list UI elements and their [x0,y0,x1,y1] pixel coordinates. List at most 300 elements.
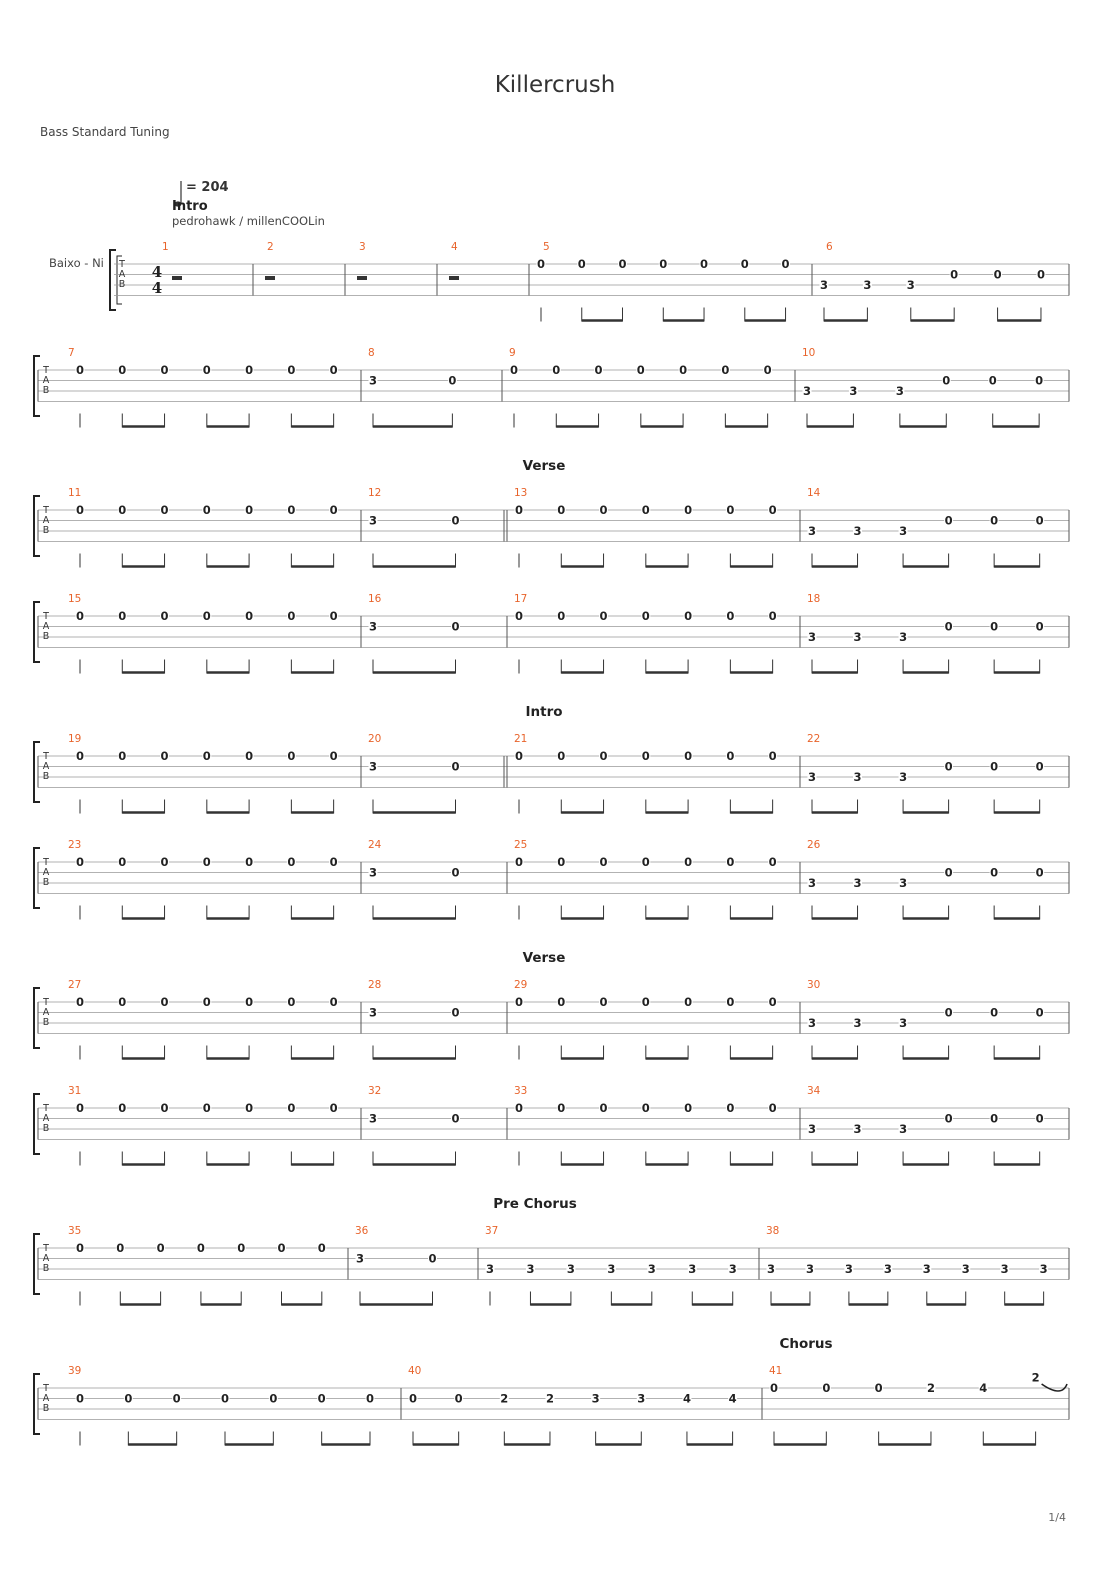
tab-clef-letter: T [43,751,49,762]
fret-number: 3 [728,1262,737,1276]
fret-number: 0 [245,995,254,1009]
measure-number: 32 [368,1085,382,1097]
fret-number: 0 [990,619,999,634]
fret-number: 0 [557,503,566,517]
measure-number: 28 [368,979,382,991]
fret-number: 0 [684,749,693,763]
measure-number: 40 [408,1365,422,1377]
fret-number: 0 [329,1101,338,1115]
fret-number: 0 [942,373,951,388]
tab-clef-letter: T [43,857,49,868]
section-label: Pre Chorus [493,1196,577,1212]
fret-number: 0 [514,749,524,763]
fret-number: 0 [599,503,608,517]
fret-number: 3 [849,384,858,398]
fret-number: 0 [118,363,127,377]
fret-number: 0 [763,363,772,377]
fret-number: 0 [944,619,953,634]
fret-number: 0 [599,609,608,623]
fret-number: 0 [874,1381,883,1395]
fret-number: 0 [245,749,254,763]
fret-number: 0 [451,513,460,528]
system-brace [34,848,40,908]
fret-number: 0 [726,503,735,517]
fret-number: 0 [557,609,566,623]
fret-number: 3 [899,1016,908,1030]
fret-number: 3 [368,759,378,774]
fret-number: 3 [688,1262,697,1276]
fret-number: 0 [641,995,650,1009]
fret-number: 4 [728,1391,737,1406]
system-brace [34,356,40,416]
fret-number: 0 [75,855,85,869]
fret-number: 3 [906,278,915,292]
tab-clef-letter: T [43,997,49,1008]
fret-number: 0 [329,995,338,1009]
fret-number: 3 [637,1391,646,1406]
fret-number: 0 [287,1101,296,1115]
fret-number: 0 [1035,759,1044,774]
fret-number: 0 [1035,619,1044,634]
fret-number: 0 [944,513,953,528]
fret-number: 0 [329,503,338,517]
system-brace [34,1094,40,1154]
fret-number: 0 [990,865,999,880]
tab-clef-letter: A [118,269,126,280]
fret-number: 0 [451,1005,460,1020]
fret-number: 3 [961,1262,970,1276]
fret-number: 3 [853,876,862,890]
fret-number: 0 [636,363,645,377]
fret-number: 3 [647,1262,656,1276]
tab-clef-letter: B [118,279,126,290]
fret-number: 0 [557,855,566,869]
fret-number: 0 [641,609,650,623]
fret-number: 3 [368,513,378,528]
measure-number: 12 [368,487,382,499]
fret-number: 0 [287,503,296,517]
fret-number: 3 [883,1262,892,1276]
fret-number: 0 [577,257,586,271]
fret-number: 0 [684,1101,693,1115]
fret-number: 3 [899,524,908,538]
measure-number: 24 [368,839,382,851]
fret-number: 0 [118,855,127,869]
fret-number: 0 [75,749,85,763]
fret-number: 0 [454,1391,463,1406]
tab-clef-letter: T [43,365,49,376]
fret-number: 3 [853,1016,862,1030]
fret-number: 0 [599,855,608,869]
system-brace [34,1374,40,1434]
fret-number: 0 [679,363,688,377]
measure-number: 25 [514,839,528,851]
fret-number: 0 [160,609,169,623]
fret-number: 0 [202,363,211,377]
fret-number: 0 [557,1101,566,1115]
fret-number: 0 [408,1391,418,1406]
fret-number: 0 [245,1101,254,1115]
fret-number: 0 [990,1005,999,1020]
system-brace [34,496,40,556]
fret-number: 3 [802,384,812,398]
fret-number: 0 [726,609,735,623]
fret-number: 0 [202,1101,211,1115]
fret-number: 0 [75,609,85,623]
fret-number: 0 [990,1111,999,1126]
fret-number: 0 [514,503,524,517]
fret-number: 0 [118,503,127,517]
tab-clef-letter: T [43,1383,49,1394]
fret-number: 0 [944,1005,953,1020]
fret-number: 0 [317,1391,326,1406]
whole-rest-icon [357,276,367,280]
fret-number: 0 [641,503,650,517]
credits: pedrohawk / millenCOOLin [172,214,325,228]
tab-clef-letter: B [42,631,50,642]
measure-number: 33 [514,1085,528,1097]
measure-number: 5 [543,241,550,253]
fret-number: 3 [566,1262,575,1276]
measure-number: 14 [807,487,821,499]
measure-number: 38 [766,1225,780,1237]
fret-number: 0 [768,855,777,869]
fret-number: 3 [863,278,872,292]
fret-number: 0 [1035,865,1044,880]
tab-clef-letter: A [42,761,50,772]
fret-number: 0 [944,865,953,880]
tab-clef-letter: A [42,1393,50,1404]
fret-number: 0 [944,1111,953,1126]
measure-number: 15 [68,593,82,605]
fret-number: 0 [659,257,668,271]
fret-number: 0 [990,759,999,774]
system-brace [34,742,40,802]
fret-number: 0 [451,865,460,880]
fret-number: 0 [509,363,519,377]
fret-number: 0 [1036,267,1045,282]
fret-number: 3 [368,1111,378,1126]
measure-number: 11 [68,487,82,499]
measure-number: 37 [485,1225,499,1237]
fret-number: 3 [895,384,904,398]
fret-number: 0 [156,1241,165,1255]
measure-number: 18 [807,593,821,605]
fret-number: 0 [822,1381,831,1395]
fret-number: 0 [428,1251,437,1266]
fret-number: 0 [950,267,959,282]
tab-clef-letter: B [42,1403,50,1414]
fret-number: 0 [202,609,211,623]
fret-number: 0 [329,363,338,377]
tie-icon [1042,1384,1067,1391]
fret-number: 0 [245,855,254,869]
fret-number: 0 [75,1241,85,1255]
fret-number: 0 [1035,1005,1044,1020]
fret-number: 0 [202,855,211,869]
measure-number: 39 [68,1365,82,1377]
fret-number: 0 [721,363,730,377]
fret-number: 3 [853,630,862,644]
tab-clef-letter: A [42,1113,50,1124]
fret-number: 0 [514,995,524,1009]
fret-number: 0 [245,363,254,377]
fret-number: 3 [853,1122,862,1136]
measure-number: 1 [162,241,169,253]
fret-number: 3 [853,524,862,538]
measure-number: 34 [807,1085,821,1097]
fret-number: 3 [807,1122,817,1136]
fret-number: 3 [807,1016,817,1030]
fret-number: 0 [514,609,524,623]
fret-number: 0 [160,749,169,763]
fret-number: 0 [993,267,1002,282]
fret-number: 0 [1035,1111,1044,1126]
song-title: Killercrush [494,72,616,98]
fret-number: 2 [500,1391,509,1406]
fret-number: 0 [160,855,169,869]
section-label: Verse [522,458,566,474]
fret-number: 0 [160,1101,169,1115]
fret-number: 3 [899,876,908,890]
measure-number: 21 [514,733,528,745]
fret-number: 4 [979,1381,988,1395]
fret-number: 0 [684,503,693,517]
tab-clef-letter: T [43,611,49,622]
fret-number: 0 [448,373,457,388]
fret-number: 0 [726,855,735,869]
fret-number: 3 [766,1262,776,1276]
whole-rest-icon [449,276,459,280]
tempo-marking: = 204 [186,180,229,195]
fret-number: 3 [807,770,817,784]
fret-number: 0 [329,855,338,869]
fret-number: 0 [202,749,211,763]
fret-number: 2 [926,1381,935,1395]
system-brace [110,250,116,310]
fret-number: 0 [514,1101,524,1115]
fret-number: 3 [485,1262,495,1276]
fret-number: 3 [807,876,817,890]
measure-number: 20 [368,733,382,745]
whole-rest-icon [172,276,182,280]
system-brace [34,988,40,1048]
measure-number: 3 [359,241,366,253]
section-label-intro: Intro [172,199,208,214]
fret-number: 0 [599,995,608,1009]
fret-number: 0 [768,503,777,517]
fret-number: 0 [160,363,169,377]
measure-number: 17 [514,593,528,605]
fret-number: 0 [287,749,296,763]
tab-clef-letter: B [42,1123,50,1134]
measure-number: 36 [355,1225,369,1237]
section-label: Verse [522,950,566,966]
fret-number: 3 [355,1251,365,1266]
tab-clef-letter: A [42,867,50,878]
fret-number: 0 [220,1391,230,1406]
measure-number: 4 [451,241,458,253]
fret-number: 0 [552,363,561,377]
fret-number: 0 [1035,373,1044,388]
fret-number: 0 [269,1391,278,1406]
fret-number: 3 [805,1262,814,1276]
fret-number: 0 [641,749,650,763]
fret-number: 0 [317,1241,326,1255]
fret-number: 0 [768,609,777,623]
fret-number: 0 [990,513,999,528]
fret-number: 0 [277,1241,286,1255]
fret-number: 3 [591,1391,600,1406]
fret-number: 0 [118,1101,127,1115]
fret-number: 0 [75,995,85,1009]
tab-clef-letter: B [42,385,50,396]
measure-number: 7 [68,347,75,359]
fret-number: 3 [807,630,817,644]
fret-number: 0 [726,749,735,763]
tab-clef-letter: T [43,1243,49,1254]
tab-clef-letter: A [42,515,50,526]
fret-number: 3 [368,865,378,880]
fret-number: 0 [118,749,127,763]
fret-number: 0 [329,609,338,623]
fret-number: 3 [899,1122,908,1136]
measure-number: 29 [514,979,528,991]
fret-number: 0 [684,609,693,623]
fret-number: 3 [807,524,817,538]
fret-number: 0 [202,503,211,517]
system-brace [34,602,40,662]
fret-number: 0 [118,995,127,1009]
fret-number: 0 [641,855,650,869]
tab-clef-letter: B [42,525,50,536]
fret-number: 3 [368,619,378,634]
fret-number: 0 [768,749,777,763]
fret-number: 0 [75,1391,85,1406]
fret-number: 3 [922,1262,931,1276]
fret-number: 0 [172,1391,181,1406]
measure-number: 41 [769,1365,783,1377]
measure-number: 22 [807,733,821,745]
fret-number: 3 [819,278,829,292]
measure-number: 35 [68,1225,82,1237]
fret-number: 0 [451,759,460,774]
measure-number: 10 [802,347,816,359]
fret-number: 0 [514,855,524,869]
measure-number: 23 [68,839,82,851]
fret-number: 0 [329,749,338,763]
fret-number: 3 [1039,1262,1048,1276]
tab-clef-letter: T [43,1103,49,1114]
fret-number: 0 [726,1101,735,1115]
track-name: Baixo - Ni [49,256,104,270]
fret-number: 3 [368,1005,378,1020]
fret-number: 0 [781,257,790,271]
fret-number: 0 [75,503,85,517]
fret-number: 0 [557,749,566,763]
fret-number: 0 [451,619,460,634]
fret-number: 0 [160,995,169,1009]
fret-number: 0 [684,995,693,1009]
fret-number: 0 [641,1101,650,1115]
page-number: 1/4 [1048,1511,1066,1524]
section-label: Intro [525,704,563,720]
tab-clef-letter: T [119,259,125,270]
tab-clef-letter: B [42,877,50,888]
fret-number: 0 [557,995,566,1009]
fret-number: 0 [124,1391,133,1406]
tab-clef-letter: B [42,1263,50,1274]
fret-number: 0 [116,1241,125,1255]
tab-clef-letter: A [42,375,50,386]
measure-number: 13 [514,487,528,499]
fret-number: 4 [682,1391,691,1406]
fret-number: 0 [1035,513,1044,528]
fret-number: 0 [118,609,127,623]
fret-number: 0 [700,257,709,271]
fret-number: 0 [599,749,608,763]
time-signature-top: 4 [151,263,163,281]
fret-number: 0 [451,1111,460,1126]
measure-number: 26 [807,839,821,851]
measure-number: 27 [68,979,82,991]
fret-number: 0 [726,995,735,1009]
fret-number: 3 [899,770,908,784]
fret-number: 0 [202,995,211,1009]
tab-clef-letter: A [42,1253,50,1264]
fret-number: 0 [75,363,85,377]
fret-number: 0 [944,759,953,774]
tuning-label: Bass Standard Tuning [40,125,170,139]
tab-clef-letter: B [42,771,50,782]
fret-number: 3 [899,630,908,644]
fret-number: 0 [287,995,296,1009]
fret-number: 0 [594,363,603,377]
measure-number: 16 [368,593,382,605]
time-signature-bottom: 4 [151,279,163,297]
fret-number: 0 [287,855,296,869]
tab-clef-letter: B [42,1017,50,1028]
fret-number: 2 [1031,1370,1040,1385]
fret-number: 0 [75,1101,85,1115]
fret-number: 3 [368,373,378,388]
fret-number: 0 [160,503,169,517]
fret-number: 0 [365,1391,375,1406]
tab-clef-letter: A [42,621,50,632]
system-brace [34,1234,40,1294]
measure-number: 9 [509,347,516,359]
tab-clef-letter: T [43,505,49,516]
fret-number: 0 [245,609,254,623]
fret-number: 0 [237,1241,246,1255]
fret-number: 0 [618,257,627,271]
fret-number: 0 [196,1241,205,1255]
measure-number: 2 [267,241,274,253]
fret-number: 0 [769,1381,779,1395]
fret-number: 0 [287,609,296,623]
fret-number: 3 [1000,1262,1009,1276]
fret-number: 2 [545,1391,554,1406]
measure-number: 19 [68,733,82,745]
measure-number: 6 [826,241,833,253]
measure-number: 8 [368,347,375,359]
fret-number: 3 [844,1262,853,1276]
fret-number: 0 [768,1101,777,1115]
measure-number: 30 [807,979,821,991]
fret-number: 0 [245,503,254,517]
fret-number: 0 [988,373,997,388]
section-label: Chorus [779,1336,833,1352]
